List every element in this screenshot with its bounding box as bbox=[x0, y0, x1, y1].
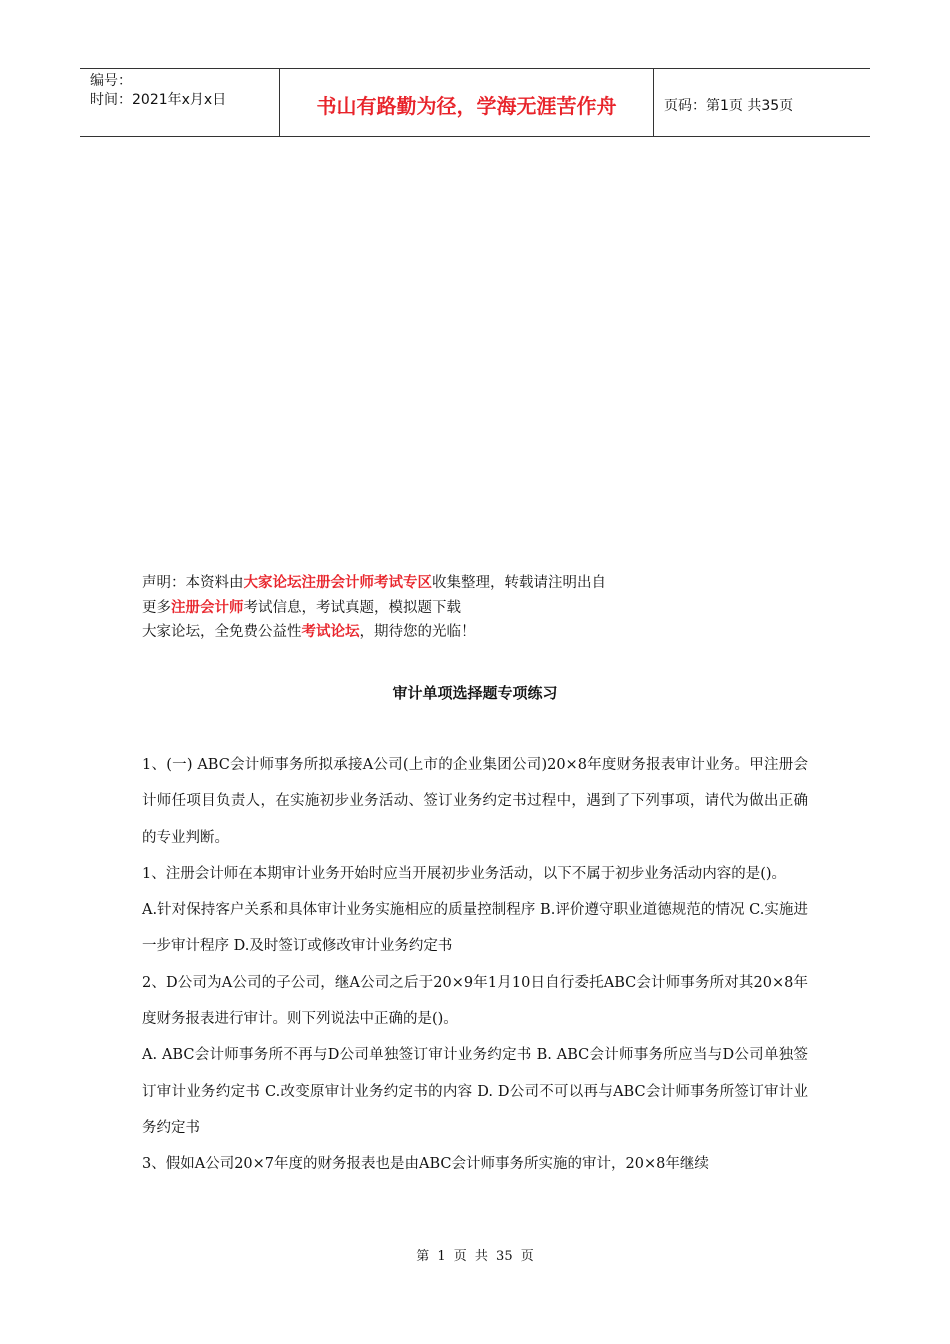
exam-forum-link[interactable]: 考试论坛 bbox=[301, 623, 360, 640]
forum-link[interactable]: 大家论坛 bbox=[243, 574, 302, 591]
statement-text: 收集整理，转载请注明出自 bbox=[432, 575, 606, 591]
statement-text: 声明：本资料由 bbox=[142, 575, 244, 591]
paragraph: 2、D公司为A公司的子公司，继A公司之后于20×9年1月10日自行委托ABC会计师事务所对其20×8年度财务报表进行审计。则下列说法中正确的是()。 bbox=[142, 974, 808, 1028]
statement-text: 考试信息，考试真题，模拟题下载 bbox=[243, 599, 461, 616]
document-title: 审计单项选择题专项练习 bbox=[392, 684, 558, 702]
paragraph: 3、假如A公司20×7年度的财务报表也是由ABC会计师事务所实施的审计，20×8年继续 bbox=[142, 1156, 709, 1173]
header-meta-cell bbox=[80, 69, 280, 136]
statement-block bbox=[142, 571, 842, 645]
time-label: 时间：2021年x月x日 bbox=[90, 92, 227, 108]
statement-line-3 bbox=[142, 620, 842, 645]
motto: 书山有路勤为径，学海无涯苦作舟 bbox=[280, 69, 654, 136]
number-label: 编号： bbox=[90, 73, 132, 89]
paragraph: 1、(一) ABC会计师事务所拟承接A公司(上市的企业集团公司)20×8年度财务报表审计业务。甲注册会计师任项目负责人，在实施初步业务活动、签订业务约定书过程中，遇到了下列事项，请代为做出正确的专业判断。 bbox=[142, 757, 808, 846]
statement-text: 大家论坛，全免费公益性 bbox=[142, 624, 302, 640]
paragraph: A. ABC会计师事务所不再与D公司单独签订审计业务约定书 B. ABC会计师事务所应当与D公司单独签订审计业务约定书 C.改变原审计业务约定书的内容 D. D公司不可以再与ABC会计师事务所签订审计业务约定书 bbox=[142, 1047, 808, 1136]
statement-text: 更多 bbox=[142, 599, 171, 616]
page-footer: 第 1 页 共 35 页 bbox=[416, 1249, 534, 1264]
paragraph: 1、注册会计师在本期审计业务开始时应当开展初步业务活动，以下不属于初步业务活动内容的是()。 bbox=[142, 865, 787, 882]
header-table bbox=[80, 68, 870, 137]
page-info: 页码：第1页 共35页 bbox=[664, 97, 794, 114]
paragraph: A.针对保持客户关系和具体审计业务实施相应的质量控制程序 B.评价遵守职业道德规范的情况 C.实施进一步审计程序 D.及时签订或修改审计业务约定书 bbox=[142, 902, 808, 955]
statement-text: ，期待您的光临！ bbox=[359, 624, 476, 640]
document-body bbox=[142, 747, 808, 1183]
statement-line-1 bbox=[142, 571, 842, 596]
statement-line-2 bbox=[142, 596, 842, 621]
cpa-zone-link[interactable]: 注册会计师考试专区 bbox=[301, 574, 432, 591]
cpa-link[interactable]: 注册会计师 bbox=[171, 598, 244, 616]
